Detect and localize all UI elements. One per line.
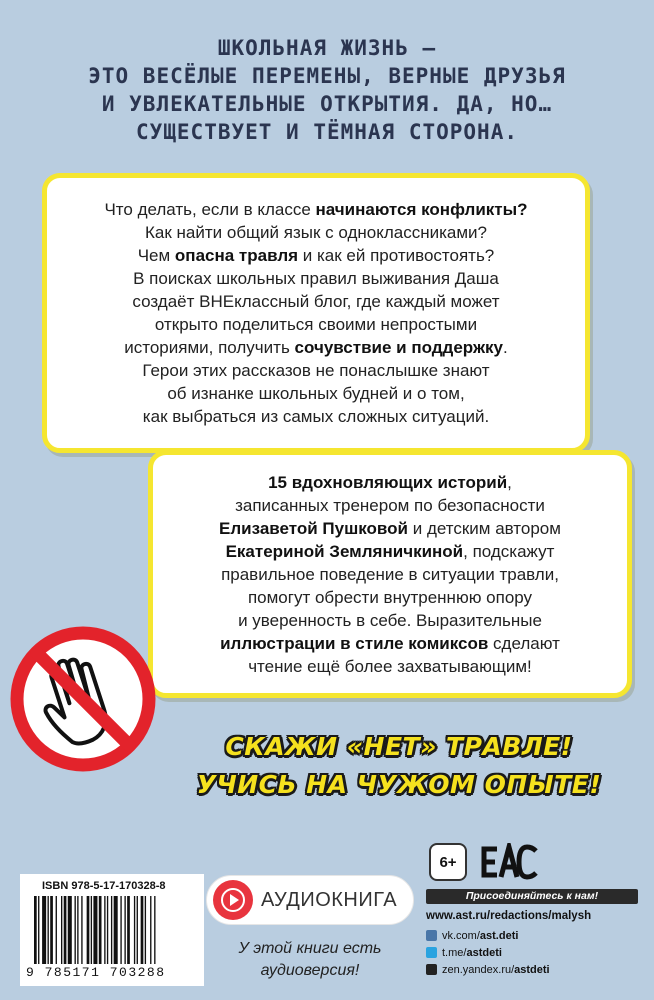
intro-box (42, 173, 590, 453)
intro-line: Как найти общий язык с одноклассниками? (145, 223, 487, 242)
zen-text: zen.yandex.ru/ (442, 963, 515, 976)
barcode-bar (75, 896, 76, 964)
stories-text: , подскажут (463, 542, 555, 561)
stories-line: и уверенность в себе. Выразительные (238, 611, 542, 630)
intro-line: как выбраться из самых сложных ситуаций. (142, 407, 490, 426)
barcode-bar (127, 896, 130, 964)
barcode-bar (137, 896, 138, 964)
stories-text: сделают (488, 634, 560, 653)
audiobook-label: АУДИОКНИГА (261, 888, 398, 911)
intro-text: и как ей противостоять? (298, 246, 495, 265)
tg-text-bold: astdeti (466, 946, 502, 959)
vk-text-bold: ast.deti (479, 929, 519, 942)
barcode-bar (124, 896, 125, 964)
barcode-bar (107, 896, 108, 964)
barcode-bar (87, 896, 90, 964)
barcode-bar (141, 896, 144, 964)
stories-bold: 15 вдохновляющих историй (268, 473, 508, 492)
slogan-line-1: СКАЖИ «НЕТ» ТРАВЛЕ! (225, 732, 573, 761)
headline-line-2: ЭТО ВЕСЁЛЫЕ ПЕРЕМЕНЫ, ВЕРНЫЕ ДРУЗЬЯ (88, 64, 566, 88)
vk-text: vk.com/ (442, 929, 480, 942)
intro-line (61, 336, 571, 359)
intro-line (61, 244, 571, 267)
headline-line-3: И УВЛЕКАТЕЛЬНЫЕ ОТКРЫТИЯ. ДА, НО… (101, 92, 553, 116)
intro-bold: опасна травля (174, 246, 299, 265)
intro-text: историями, получить (124, 338, 295, 357)
barcode-bar (42, 896, 46, 964)
barcode-bar (150, 896, 151, 964)
stories-bold: Екатериной Земляничкиной (225, 542, 464, 561)
barcode (20, 874, 204, 986)
stories-line (165, 632, 615, 655)
vk-icon (426, 930, 437, 941)
zen-icon (426, 964, 437, 975)
join-banner: Присоединяйтесь к нам! (426, 889, 638, 904)
barcode-bar (93, 896, 97, 964)
social-block (426, 889, 638, 989)
stories-line (165, 517, 615, 540)
stories-line: правильное поведение в ситуации травли, (221, 565, 559, 584)
zen-text-bold: astdeti (514, 963, 550, 976)
barcode-bar (99, 896, 102, 964)
audiobook-badge (206, 875, 414, 925)
intro-bold: сочувствие и поддержку (294, 338, 503, 357)
isbn-label: ISBN 978-5-17-170328-8 (42, 880, 166, 892)
barcode-bar (48, 896, 49, 964)
barcode-bar (111, 896, 112, 964)
stories-line: записанных тренером по безопасности (235, 496, 545, 515)
barcode-bar (91, 896, 92, 964)
barcode-bar (38, 896, 39, 964)
barcode-bar (145, 896, 146, 964)
site-text-bold: redactions/malysh (490, 910, 592, 922)
headline (20, 34, 634, 146)
stories-bold: Елизаветой Пушковой (219, 519, 408, 538)
eac-mark-icon (478, 843, 540, 881)
barcode-digits: 9 785171 703288 (26, 965, 166, 980)
barcode-bar (77, 896, 78, 964)
barcode-bar (56, 896, 57, 964)
vk-link[interactable] (426, 928, 638, 943)
stories-line (165, 540, 615, 563)
stories-bold: иллюстрации в стиле комиксов (220, 634, 489, 653)
barcode-bar (134, 896, 135, 964)
barcode-bar (120, 896, 121, 964)
intro-line: об изнанке школьных будней и о том, (167, 384, 465, 403)
telegram-link[interactable] (426, 945, 638, 960)
stories-box (148, 450, 632, 698)
intro-text: . (502, 338, 508, 357)
barcode-bar (50, 896, 53, 964)
intro-line: Герои этих рассказов не понаслышке знают (142, 361, 490, 380)
audiobook-note-line: аудиоверсия! (260, 962, 360, 979)
intro-text: Чем (137, 246, 175, 265)
tg-text: t.me/ (442, 946, 467, 959)
slogan-line-2: УЧИСЬ НА ЧУЖОМ ОПЫТЕ! (196, 770, 602, 799)
audiobook-note-line: У этой книги есть (238, 940, 382, 957)
stories-line: чтение ещё более захватывающим! (248, 657, 532, 676)
headline-line-4: СУЩЕСТВУЕТ И ТЁМНАЯ СТОРОНА. (135, 120, 518, 144)
intro-text: Что делать, если в классе (104, 200, 316, 219)
telegram-icon (426, 947, 437, 958)
stories-text: , (507, 473, 512, 492)
barcode-bar (34, 896, 37, 964)
age-rating-badge: 6+ (429, 843, 467, 881)
site-text: www.ast.ru/ (426, 910, 491, 922)
publisher-site-link[interactable] (426, 910, 638, 922)
stories-line (165, 471, 615, 494)
audiobook-icon (213, 880, 253, 920)
stop-hand-icon (9, 625, 157, 773)
headline-line-1: ШКОЛЬНАЯ ЖИЗНЬ — (217, 36, 437, 60)
barcode-bar (81, 896, 82, 964)
intro-line: В поисках школьных правил выживания Даша (133, 269, 499, 288)
barcode-bar (64, 896, 67, 964)
barcode-bar (68, 896, 72, 964)
barcode-bars (32, 896, 200, 964)
play-icon (219, 886, 247, 914)
barcode-bar (154, 896, 155, 964)
barcode-bar (61, 896, 62, 964)
stories-text: и детским автором (408, 519, 561, 538)
intro-line: открыто поделиться своими непростыми (154, 315, 478, 334)
barcode-bar (104, 896, 105, 964)
intro-bold: начинаются конфликты? (315, 200, 528, 219)
barcode-bar (114, 896, 118, 964)
stories-line: помогут обрести внутреннюю опору (247, 588, 533, 607)
intro-line (61, 198, 571, 221)
intro-line: создаёт ВНЕклассный блог, где каждый может (132, 292, 500, 311)
zen-link[interactable] (426, 962, 638, 977)
audiobook-note (208, 938, 412, 982)
